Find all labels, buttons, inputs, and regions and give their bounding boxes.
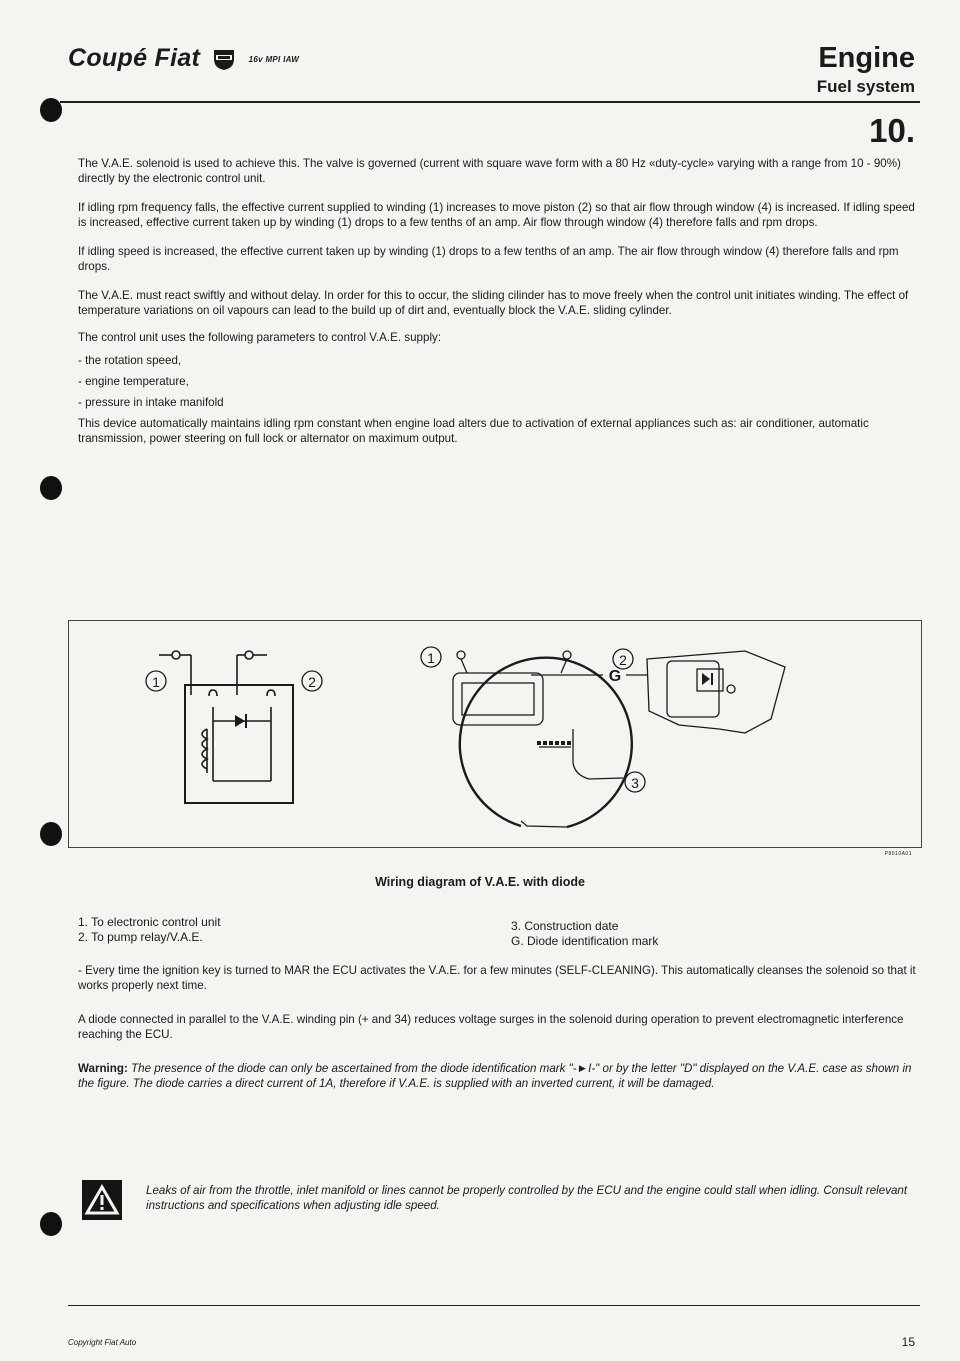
paragraph: This device automatically maintains idling rpm constant when engine load alters due to activation of external appliances such as: air conditioner, automatic transmission, power steering on full lock or alternator on maximum output. (78, 417, 869, 445)
section-title: Engine (818, 42, 915, 74)
legend-item: 3. Construction date (511, 919, 619, 933)
callout-2: 2 (308, 674, 316, 690)
list-item: - engine temperature, (78, 375, 189, 388)
brand-subtitle: 16v MPI IAW (248, 54, 300, 64)
legend-right (511, 919, 658, 949)
brand-name: Coupé Fiat (68, 44, 201, 72)
legend-item: G. Diode identification mark (511, 934, 659, 948)
wiring-diagram-figure (68, 620, 922, 848)
legend-item: 2. To pump relay/V.A.E. (78, 930, 203, 944)
paragraph: If idling speed is increased, the effective current taken up by winding (1) drops to a few tenths of an amp. The air flow through window (4) therefore falls and rpm drops. (78, 245, 899, 273)
header-rule (60, 101, 920, 103)
list-item: - pressure in intake manifold (78, 396, 224, 409)
footer-rule (68, 1305, 920, 1306)
paragraph: - Every time the ignition key is turned to MAR the ECU activates the V.A.E. for a few minutes (SELF-CLEANING). This automatically cleanses the solenoid so that it works properly next time. (78, 964, 916, 992)
binder-hole (40, 476, 62, 500)
paragraph: A diode connected in parallel to the V.A.E. winding pin (+ and 34) reduces voltage surges in the solenoid during operation to prevent electromagnetic interference reaching the ECU. (78, 1013, 904, 1041)
caution-text: Leaks of air from the throttle, inlet manifold or lines cannot be properly controlled by the ECU and the engine could stall when idling. Consult relevant instructions and specifications when adjusting idle speed. (146, 1184, 908, 1212)
wiring-diagram (69, 621, 921, 847)
binder-hole (40, 98, 62, 122)
fiat-logo-icon (211, 46, 237, 72)
page-number: 15 (901, 1335, 915, 1349)
paragraph: If idling rpm frequency falls, the effective current supplied to winding (1) increases to move piston (2) so that air flow through window (4) is increased. If idling speed is increased, effective current taken up by winding (1) drops to a few tenths of an amp. Air flow through window (4) therefore falls and rpm drops. (78, 201, 915, 229)
body-text-lower (78, 963, 924, 1091)
callout-1: 1 (152, 674, 160, 690)
figure-reference: P8010A01 (884, 851, 912, 857)
callout-3: 3 (631, 775, 639, 791)
legend-left (78, 915, 221, 945)
body-text (78, 156, 924, 446)
callout-g: G (608, 668, 622, 685)
warning-text: The presence of the diode can only be ascertained from the diode identification mark "-►I-" or by the letter "D" displayed on the V.A.E. case as shown in the figure. The diode carries a direct current of 1A, therefore if V.A.E. is supplied with an inverted current, it will be damaged. (78, 1062, 912, 1090)
subsection-title: Fuel system (816, 77, 915, 96)
warning-triangle-icon (82, 1180, 122, 1220)
binder-hole (40, 1212, 62, 1236)
parameter-list (78, 353, 924, 410)
paragraph: The V.A.E. must react swiftly and without delay. In order for this to occur, the sliding cilinder has to move freely when the control unit initiates winding. The effect of temperature variations on oil vapours can lead to the build up of dirt and, eventually block the V.A.E. sliding cylinder. (78, 289, 909, 317)
brand-title (68, 44, 299, 73)
footer-copyright: Copyright Fiat Auto (68, 1338, 137, 1347)
callout-1: 1 (427, 650, 435, 666)
callout-2: 2 (619, 652, 627, 668)
paragraph: The control unit uses the following parameters to control V.A.E. supply: (78, 331, 442, 344)
legend-item: 1. To electronic control unit (78, 915, 221, 929)
section-number: 10. (869, 112, 915, 149)
figure-caption: Wiring diagram of V.A.E. with diode (375, 875, 585, 889)
paragraph: The V.A.E. solenoid is used to achieve this. The valve is governed (current with square wave form with a 80 Hz «duty-cycle» varying with a range from 10 - 90%) directly by the electronic control unit. (78, 157, 901, 185)
binder-hole (40, 822, 62, 846)
warning-label: Warning: (78, 1062, 128, 1075)
list-item: - the rotation speed, (78, 354, 182, 367)
warning-paragraph (78, 1061, 924, 1091)
section-heading (817, 42, 915, 97)
